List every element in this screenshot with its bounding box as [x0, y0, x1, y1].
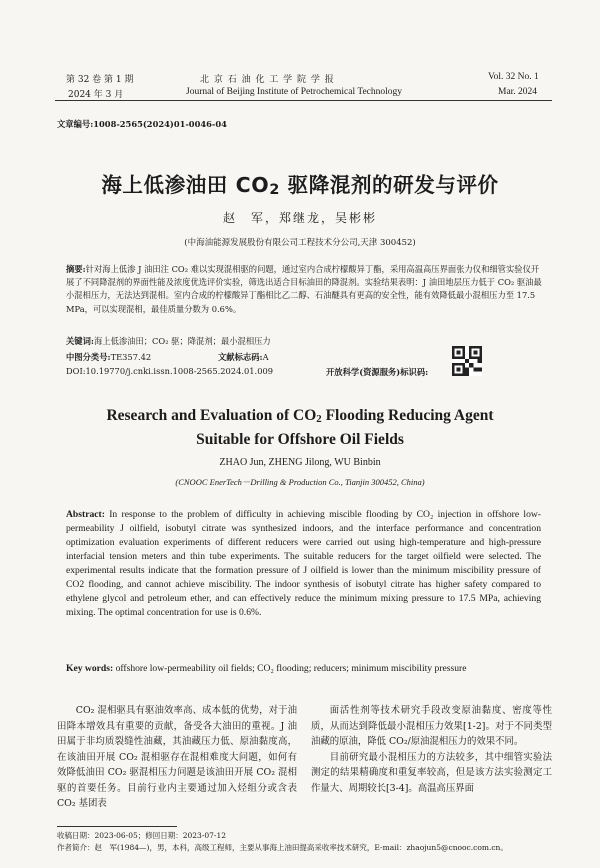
- footnote-author: 作者简介：赵 军(1984—)，男，本科，高级工程师，主要从事海上油田提高采收率技术研究，E-mail：zhaojun5@cnooc.com.cn。: [57, 843, 508, 852]
- keywords-en: Key words: offshore low-permeability oil fields; CO₂ flooding; reducers; minimum miscibility pressure: [66, 663, 467, 674]
- abstract-en: Abstract: In response to the problem of difficulty in achieving miscible flooding by CO₂ injection in offshore low-permeability J oilfield, isobutyl citrate was synthesized indoors, and the interface performance and concentration optimization evaluation experiments of different reducers were carried out using high-temperature and high-pressure interfacial tension meters and thin tube experiments. The suitable reducers for the target oilfield were selected. The experimental results indicate that the formation pressure of J oilfield is lower than the minimum miscibility pressure of CO2 flooding, and cannot achieve miscibility. The indoor synthesis of isobutyl citrate has higher safety compared to ethylene glycol and petroleum ether, and can effectively reduce the minimum mixing pressure to 17.5 MPa, achieving mixing. The optimal concentration for use is 0.6%.: [66, 509, 541, 618]
- body-paragraph: CO₂ 混相驱具有驱油效率高、成本低的优势，对于油田降本增效具有重要的贡献，备受各大油田的重视。J 油田属于非均质裂缝性油藏，其油藏压力低、原油黏度高，在该油田开展 CO₂ 混相驱存在混相难度大问题，如何有效降低油田 CO₂ 驱混相压力问题是该油田开展 CO₂ 混相驱的首要任务。目前行业内主要通过加入烃组分或含表 CO₂ 基团表: [57, 705, 297, 809]
- title-cn: 海上低渗油田 $CO_2$ 驱降混剂的研发与评价: [101, 173, 499, 198]
- body-paragraph: 目前研究最小混相压力的方法较多，其中细管实验法测定的结果精确度和重复率较高，但是该方法实验测定工作量大、周期较长[3-4]。高温高压界面: [311, 751, 552, 794]
- doi: DOI:10.19770/j.cnki.issn.1008-2565.2024.01.009: [66, 366, 274, 376]
- title-en-line2: Suitable for Offshore Oil Fields: [196, 431, 404, 448]
- journal-en: Journal of Beijing Institute of Petrochemical Technology: [186, 87, 403, 97]
- authors-cn: 赵 军，郑继龙，吴彬彬: [222, 211, 377, 225]
- affiliation-cn: (中海油能源发展股份有限公司工程技术分公司,天津 300452): [184, 238, 416, 248]
- keywords-cn: 关键词:海上低渗油田；CO₂ 驱；降混剂；最小混相压力: [66, 336, 271, 346]
- affiliation-en: (CNOOC EnerTech－Drilling & Production Co., Tianjin 300452, China): [175, 477, 425, 487]
- title-en: Research and Evaluation of $CO_2$ Flooding Reducing Agent Suitable for Offshore Oil Fields: [0, 404, 600, 452]
- footnote-rule: [57, 826, 177, 827]
- volume-en: Vol. 32 No. 1: [488, 72, 539, 82]
- abstract-cn: 摘要:针对海上低渗 J 油田注 CO₂ 难以实现混相驱的问题，通过室内合成柠檬酸异丁酯，采用高温高压界面张力仪和细管实验仪开展了不同降混剂的界面性能及浓度优选评价实验，筛选出适合目标油田的降混剂。实验结果表明：J 油田地层压力低于 CO₂ 驱油最小混相压力，无法达到混相。室内合成的柠檬酸异丁酯相比乙二醇、石油醚具有更高的安全性，能有效降低最小混相压力至 17.5 MPa，可以实现混相，最佳质量分数为 0.6%。: [66, 264, 542, 314]
- journal-cn: 北 京 石 油 化 工 学 院 学 报: [200, 75, 335, 85]
- footnote-received: 收稿日期：2023-06-05；修回日期：2023-07-12: [57, 831, 226, 840]
- clc-number: 中图分类号:TE357.42: [66, 352, 152, 362]
- oscid-label: 开放科学(资源服务)标识码:: [326, 367, 429, 377]
- header-rule: [55, 100, 552, 101]
- article-number: 文章编号:1008-2565(2024)01-0046-04: [57, 119, 227, 129]
- body-paragraph: 面活性剂等技术研究手段改变原油黏度、密度等性质，从而达到降低最小混相压力效果[1-2]。对于不同类型油藏的原油，降低 CO₂/原油混相压力的效果不同。: [311, 705, 552, 747]
- date-en: Mar. 2024: [498, 87, 538, 97]
- date-cn: 2024 年 3 月: [68, 90, 124, 100]
- volume-cn: 第 32 卷 第 1 期: [66, 75, 134, 85]
- body-column-right: [311, 703, 552, 796]
- body-column-left: [57, 703, 297, 812]
- qr-code-icon: [452, 346, 482, 376]
- document-code: 文献标志码:A: [218, 352, 269, 362]
- authors-en: ZHAO Jun, ZHENG Jilong, WU Binbin: [219, 457, 381, 468]
